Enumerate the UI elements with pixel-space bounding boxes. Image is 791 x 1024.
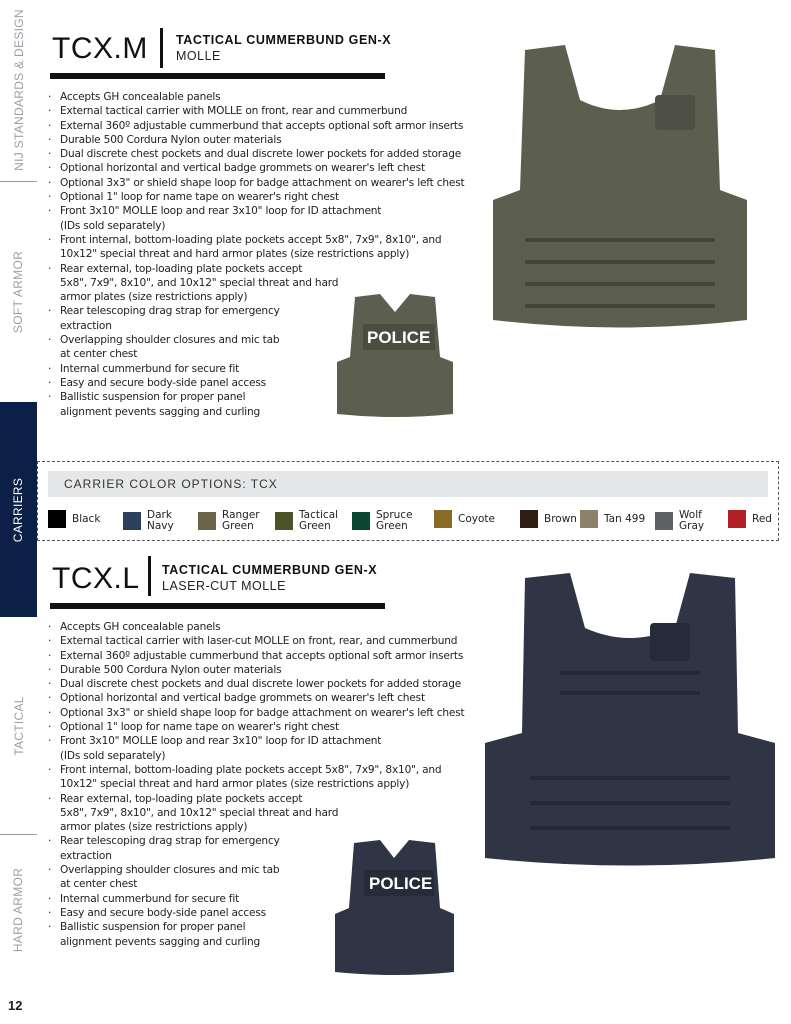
vest-back-image-tcx-l xyxy=(332,838,457,978)
feature-item: · Dual discrete chest pockets and dual discrete lower pockets for added storage xyxy=(48,147,465,161)
color-swatch xyxy=(520,510,577,528)
feature-item: · Overlapping shoulder closures and mic tab at center chest xyxy=(48,863,465,892)
swatch-label: Tactical Green xyxy=(299,509,339,532)
feature-item: · Internal cummerbund for secure fit xyxy=(48,362,465,376)
color-swatch xyxy=(198,510,260,532)
feature-item: · Optional horizontal and vertical badge grommets on wearer's left chest xyxy=(48,161,465,175)
feature-item: · Easy and secure body-side panel access xyxy=(48,906,465,920)
feature-item: · Optional 1" loop for name tape on wearer's right chest xyxy=(48,190,465,204)
feature-item: · Optional 3x3" or shield shape loop for badge attachment on wearer's left chest xyxy=(48,706,465,720)
feature-item: · Front internal, bottom-loading plate pockets accept 5x8", 7x9", 8x10", and 10x12" special threat and hard armor plates (size restrictions apply) xyxy=(48,763,465,792)
color-swatch xyxy=(48,510,100,528)
feature-item: · Ballistic suspension for proper panel alignment pevents sagging and curling xyxy=(48,920,465,949)
sidebar-item-nij-standards[interactable] xyxy=(0,0,37,180)
swatch-color xyxy=(352,512,370,530)
swatch-label: Spruce Green xyxy=(376,509,413,532)
swatch-color xyxy=(728,510,746,528)
swatch-label: Wolf Gray xyxy=(679,509,705,532)
color-swatch xyxy=(655,510,704,532)
product-subtitle: LASER-CUT MOLLE xyxy=(162,579,286,593)
swatch-label: Tan 499 xyxy=(604,512,646,525)
vest-image-tcx-l xyxy=(480,568,780,873)
feature-item: · Front 3x10" MOLLE loop and rear 3x10" loop for ID attachment (IDs sold separately) xyxy=(48,204,465,233)
vest-back-image-tcx-m xyxy=(335,292,455,420)
police-patch: POLICE xyxy=(367,328,431,347)
feature-item: · Optional 1" loop for name tape on wearer's right chest xyxy=(48,720,465,734)
swatch-color xyxy=(198,512,216,530)
feature-item: · External tactical carrier with MOLLE on front, rear and cummerbund xyxy=(48,104,465,118)
sidebar-label: NIJ STANDARDS & DESIGN xyxy=(11,9,26,171)
feature-item: · External 360º adjustable cummerbund that accepts optional soft armor inserts xyxy=(48,649,465,663)
sidebar-item-tactical[interactable] xyxy=(0,618,37,833)
feature-item: · Dual discrete chest pockets and dual discrete lower pockets for added storage xyxy=(48,677,465,691)
color-swatch xyxy=(275,510,338,532)
swatch-label: Red xyxy=(752,512,772,525)
swatch-color xyxy=(520,510,538,528)
feature-item: · Durable 500 Cordura Nylon outer materials xyxy=(48,663,465,677)
police-patch: POLICE xyxy=(369,874,433,893)
swatch-label: Black xyxy=(72,512,101,525)
sidebar-item-soft-armor[interactable] xyxy=(0,182,37,401)
swatch-label: Brown xyxy=(544,512,577,525)
swatch-color xyxy=(434,510,452,528)
sidebar-item-carriers[interactable] xyxy=(0,402,37,617)
divider xyxy=(160,28,163,68)
swatch-color xyxy=(123,512,141,530)
feature-item: · External 360º adjustable cummerbund that accepts optional soft armor inserts xyxy=(48,119,465,133)
color-options-title: CARRIER COLOR OPTIONS: TCX xyxy=(48,471,768,497)
feature-item: · Durable 500 Cordura Nylon outer materials xyxy=(48,133,465,147)
color-swatch xyxy=(123,510,174,532)
feature-item: · Accepts GH concealable panels xyxy=(48,620,465,634)
swatch-color xyxy=(580,510,598,528)
feature-item: · External tactical carrier with laser-cut MOLLE on front, rear, and cummerbund xyxy=(48,634,465,648)
feature-item: · Rear telescoping drag strap for emergency extraction xyxy=(48,834,465,863)
feature-item: · Internal cummerbund for secure fit xyxy=(48,892,465,906)
feature-item: · Ballistic suspension for proper panel alignment pevents sagging and curling xyxy=(48,390,465,419)
color-swatch xyxy=(580,510,645,528)
feature-item: · Overlapping shoulder closures and mic tab at center chest xyxy=(48,333,465,362)
swatch-color xyxy=(275,512,293,530)
color-swatch xyxy=(352,510,413,532)
color-swatch xyxy=(434,510,495,528)
swatch-label: Dark Navy xyxy=(147,509,174,532)
swatch-color xyxy=(655,512,673,530)
title-rule xyxy=(50,603,385,609)
feature-item: · Front 3x10" MOLLE loop and rear 3x10" loop for ID attachment (IDs sold separately) xyxy=(48,734,465,763)
product-title: TACTICAL CUMMERBUND GEN-X xyxy=(176,33,392,47)
swatch-label: Ranger Green xyxy=(222,509,260,532)
product-model: TCX.L xyxy=(52,562,140,595)
product-model: TCX.M xyxy=(52,32,148,65)
feature-item: · Front internal, bottom-loading plate pockets accept 5x8", 7x9", 8x10", and 10x12" special threat and hard armor plates (size restrictions apply) xyxy=(48,233,465,262)
feature-item: · Rear external, top-loading plate pockets accept 5x8", 7x9", 8x10", and 10x12" special threat and hard armor plates (size restrictions apply) xyxy=(48,262,465,305)
sidebar-item-hard-armor[interactable] xyxy=(0,835,37,985)
swatch-color xyxy=(48,510,66,528)
feature-item: · Easy and secure body-side panel access xyxy=(48,376,465,390)
product-subtitle: MOLLE xyxy=(176,49,221,63)
feature-item: · Rear telescoping drag strap for emergency extraction xyxy=(48,304,465,333)
sidebar-label: TACTICAL xyxy=(11,695,26,756)
feature-item: · Accepts GH concealable panels xyxy=(48,90,465,104)
sidebar-label: SOFT ARMOR xyxy=(11,250,26,333)
title-rule xyxy=(50,73,385,79)
color-swatch xyxy=(728,510,772,528)
sidebar-label: CARRIERS xyxy=(11,477,26,542)
feature-item: · Optional 3x3" or shield shape loop for badge attachment on wearer's left chest xyxy=(48,176,465,190)
page-number: 12 xyxy=(8,998,23,1013)
product-title: TACTICAL CUMMERBUND GEN-X xyxy=(162,563,378,577)
swatch-label: Coyote xyxy=(458,512,495,525)
sidebar-label: HARD ARMOR xyxy=(11,867,26,953)
feature-item: · Rear external, top-loading plate pockets accept 5x8", 7x9", 8x10", and 10x12" special threat and hard armor plates (size restrictions apply) xyxy=(48,792,465,835)
divider xyxy=(148,556,151,596)
vest-image-tcx-m xyxy=(485,40,755,330)
color-options-panel xyxy=(37,461,779,541)
feature-item: · Optional horizontal and vertical badge grommets on wearer's left chest xyxy=(48,691,465,705)
